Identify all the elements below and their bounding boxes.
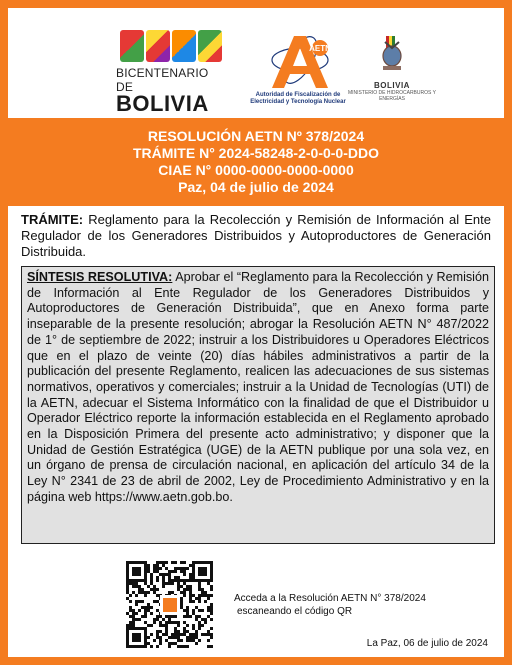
tramite-label: TRÁMITE: [21,212,84,227]
tramite-text: Reglamento para la Recolección y Remisión de Información al Ente Regulador de los Generadores Distribuidos y Autoproductores de Generación Distribuida. [21,212,491,259]
aetn-logo [242,30,354,114]
coat-of-arms-icon [372,34,412,74]
sintesis-label: SÍNTESIS RESOLUTIVA: [27,270,173,284]
aetn-mark: AETN [309,44,331,53]
qr-note-line1: Acceda a la Resolución AETN N° 378/2024 [234,593,426,604]
qr-code-icon [116,558,222,652]
aetn-emblem [242,30,354,92]
bicentenario-emblem [120,30,228,62]
resolution-header [8,118,504,206]
logo-bar [8,8,504,118]
tramite-paragraph [21,212,491,260]
bicentenario-country: BOLIVIA [116,91,209,116]
ciae-number: CIAE N° 0000-0000-0000-0000 [158,162,354,178]
government-country: BOLIVIA [374,81,410,90]
qr-note-line2: escaneando el código QR [237,606,353,617]
resolution-date: Paz, 04 de julio de 2024 [178,179,334,195]
bicentenario-logo [116,30,228,116]
government-logo [346,34,438,110]
qr-instructions [234,592,454,618]
tramite-number: TRÁMITE N° 2024-58248-2-0-0-0-DDO [132,145,379,161]
qr-code[interactable] [116,558,222,652]
sintesis-box [21,266,495,544]
sintesis-text: Aprobar el “Reglamento para la Recolección y Remisión de Información al Ente Regulador de los Generadores Distribuidos y Autoproductores de Generación Distribuida”, que en Anexo forma parte inseparable de la presente resolución; abrogar la Resolución AETN N° 487/2022 de 1° de septiembre de 2022; instruir a los Distribuidores u Operadores Eléctricos que en el plazo de veinte (20) días hábiles administrativos a partir de la publicación del presente Reglamento, realicen las adecuaciones de sus sistemas normativos, operativos y comerciales; instruir a la Unidad de Tecnologías (UTI) de la AETN, adecuar el Sistema Informático con la finalidad de que el Distribuidor u Operador Eléctrico reporte la información establecida en el Reglamento aprobado en la Disposición Primera del presente acto administrativo; y disponer que la Unidad de Gestión Estratégica (UGE) de la AETN publique por una sola vez, en un órgano de prensa de circulación nacional, en aplicación del artículo 34 de la Ley N° 2341 de 23 de abril de 2002, Ley de Procedimiento Administrativo y en la página web https://www.aetn.gob.bo. [27,270,489,504]
notice-card [8,8,504,657]
aetn-subtitle: Autoridad de Fiscalización de Electricidad y Tecnología Nuclear [250,92,346,105]
ministry-name: MINISTERIO DE HIDROCARBUROS Y ENERGÍAS [348,90,436,102]
bicentenario-text: BICENTENARIO DE [116,66,209,94]
publication-date: La Paz, 06 de julio de 2024 [366,638,488,649]
resolution-number: RESOLUCIÓN AETN Nº 378/2024 [147,128,365,144]
